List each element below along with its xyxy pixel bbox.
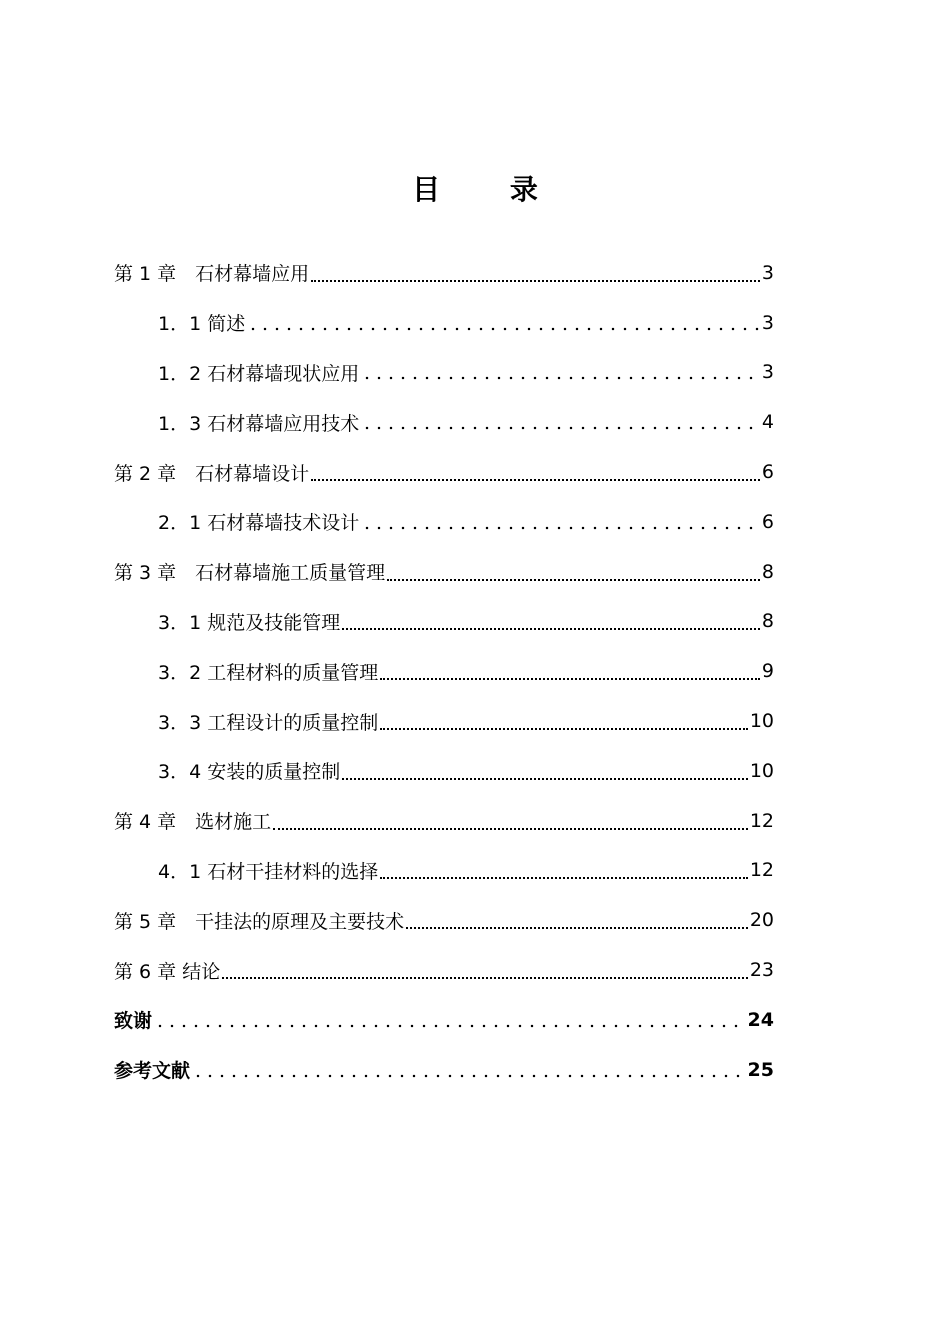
- toc-entry-label: 第 2 章 石材幕墙设计: [114, 462, 310, 485]
- toc-leader-dots: [273, 822, 748, 830]
- toc-entry-label: 3．2 工程材料的质量管理: [158, 661, 379, 684]
- toc-leader-dots: [247, 326, 760, 332]
- toc-entry-page: 10: [749, 759, 774, 782]
- toc-entry-page: 23: [749, 959, 774, 982]
- toc-entry-page: 10: [749, 710, 774, 733]
- toc-leader-dots: [342, 622, 760, 630]
- toc-entry-label: 1．3 石材幕墙应用技术: [158, 412, 360, 435]
- toc-entry-label: 1．2 石材幕墙现状应用: [158, 362, 360, 385]
- toc-entry-label: 3．3 工程设计的质量控制: [158, 711, 379, 734]
- toc-entry-3-2[interactable]: [114, 646, 774, 696]
- toc-leader-dots: [192, 1073, 746, 1079]
- toc-leader-dots: [311, 274, 760, 282]
- toc-entry-label: 第 3 章 石材幕墙施工质量管理: [114, 562, 386, 585]
- toc-entry-label: 第 6 章 结论: [114, 960, 221, 983]
- toc-entry-label: 3．1 规范及技能管理: [158, 611, 341, 634]
- toc-entry-page: 3: [761, 311, 774, 334]
- toc-leader-dots: [380, 672, 760, 680]
- toc-entry-chapter-1[interactable]: [114, 248, 774, 298]
- toc-leader-dots: [361, 525, 760, 531]
- toc-leader-dots: [387, 573, 760, 581]
- toc-entry-page: 8: [761, 610, 774, 633]
- toc-leader-dots: [342, 772, 748, 780]
- toc-entry-page: 6: [761, 461, 774, 484]
- toc-entry-label: 参考文献: [114, 1060, 191, 1083]
- toc-entry-acknowledgements[interactable]: [114, 995, 774, 1045]
- toc-entry-references[interactable]: [114, 1045, 774, 1095]
- toc-entry-2-1[interactable]: [114, 497, 774, 547]
- table-of-contents: [114, 248, 774, 1095]
- toc-entry-page: 25: [747, 1058, 774, 1081]
- toc-entry-page: 9: [761, 660, 774, 683]
- toc-leader-dots: [222, 971, 748, 979]
- toc-entry-page: 4: [761, 411, 774, 434]
- toc-entry-3-4[interactable]: [114, 746, 774, 796]
- toc-entry-3-3[interactable]: [114, 696, 774, 746]
- toc-entry-page: 12: [749, 859, 774, 882]
- toc-leader-dots: [311, 473, 760, 481]
- toc-leader-dots: [406, 921, 748, 929]
- toc-entry-label: 第 4 章 选材施工: [114, 811, 272, 834]
- toc-entry-label: 4．1 石材干挂材料的选择: [158, 860, 379, 883]
- toc-entry-page: 3: [761, 261, 774, 284]
- toc-entry-1-3[interactable]: [114, 397, 774, 447]
- toc-title: 目 录: [412, 173, 568, 206]
- toc-entry-page: 12: [749, 809, 774, 832]
- toc-entry-chapter-5[interactable]: [114, 895, 774, 945]
- toc-entry-label: 第 5 章 干挂法的原理及主要技术: [114, 910, 405, 933]
- toc-leader-dots: [380, 871, 748, 879]
- toc-leader-dots: [380, 722, 748, 730]
- toc-entry-chapter-3[interactable]: [114, 547, 774, 597]
- toc-entry-label: 2．1 石材幕墙技术设计: [158, 512, 360, 535]
- toc-entry-page: 24: [747, 1008, 774, 1031]
- toc-entry-label: 1．1 简述: [158, 313, 246, 336]
- toc-entry-label: 致谢: [114, 1010, 153, 1033]
- toc-leader-dots: [361, 375, 760, 381]
- toc-entry-page: 6: [761, 510, 774, 533]
- toc-entry-page: 20: [749, 909, 774, 932]
- toc-entry-page: 3: [761, 361, 774, 384]
- toc-entry-label: 3．4 安装的质量控制: [158, 761, 341, 784]
- toc-entry-1-1[interactable]: [114, 298, 774, 348]
- toc-entry-chapter-2[interactable]: [114, 447, 774, 497]
- toc-entry-1-2[interactable]: [114, 348, 774, 398]
- toc-entry-chapter-6[interactable]: [114, 945, 774, 995]
- toc-leader-dots: [361, 425, 760, 431]
- toc-entry-4-1[interactable]: [114, 846, 774, 896]
- toc-entry-chapter-4[interactable]: [114, 796, 774, 846]
- toc-leader-dots: [154, 1023, 746, 1029]
- toc-entry-3-1[interactable]: [114, 597, 774, 647]
- toc-entry-page: 8: [761, 560, 774, 583]
- toc-entry-label: 第 1 章 石材幕墙应用: [114, 263, 310, 286]
